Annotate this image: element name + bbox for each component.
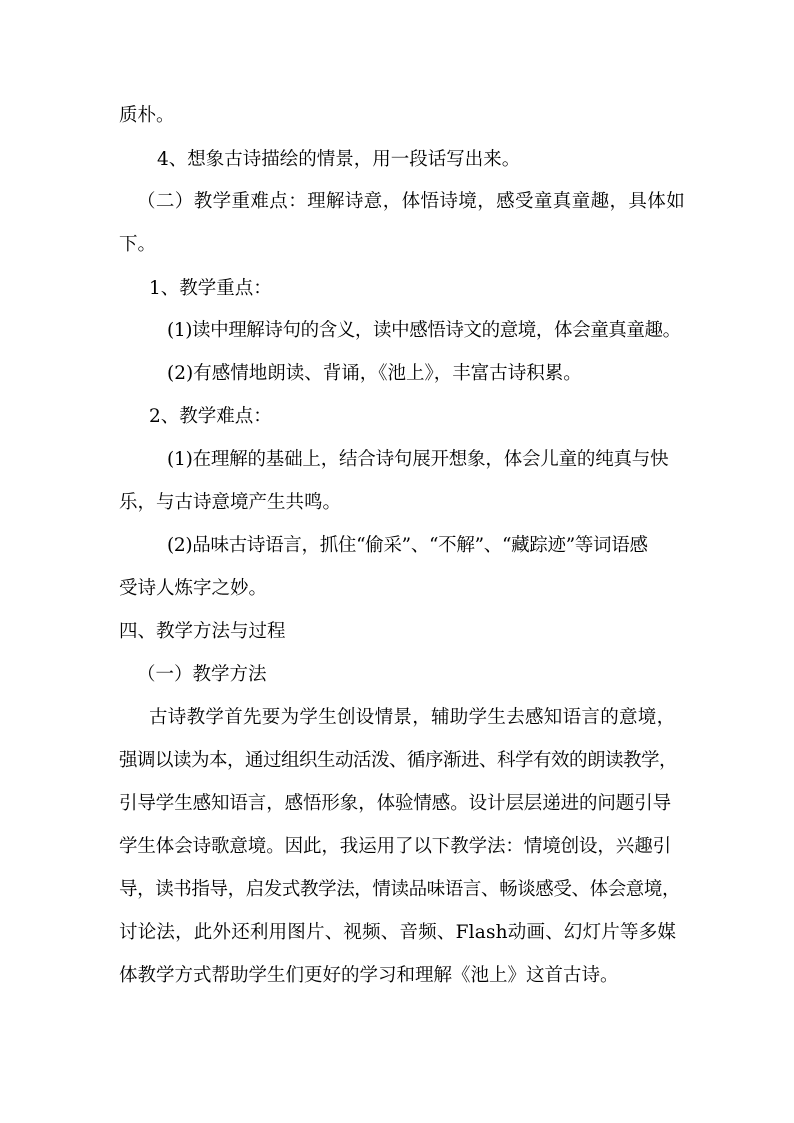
text-line: (2)品味古诗语言，抓住“偷采”、“不解”、“藏踪迹”等词语感 — [167, 535, 648, 556]
text-line: 讨论法，此外还利用图片、视频、音频、Flash动画、幻灯片等多媒 — [119, 922, 677, 943]
text-line: 导，读书指导，启发式教学法，情读品味语言、畅谈感受、体会意境， — [119, 879, 681, 900]
text-line: 2、教学难点： — [149, 406, 272, 427]
text-line: 4、想象古诗描绘的情景，用一段话写出来。 — [157, 149, 521, 170]
text-line: 强调以读为本，通过组织生动活泼、循序渐进、科学有效的朗读教学， — [119, 750, 678, 771]
text-line: 古诗教学首先要为学生创设情景，辅助学生去感知语言的意境， — [149, 707, 676, 728]
text-line: 乐，与古诗意境产生共鸣。 — [119, 492, 342, 513]
text-line: (1)在理解的基础上，结合诗句展开想象，体会儿童的纯真与快 — [167, 449, 669, 470]
text-line: 下。 — [119, 234, 157, 255]
text-line: 1、教学重点： — [149, 278, 272, 299]
text-line: 体教学方式帮助学生们更好的学习和理解《池上》这首古诗。 — [119, 965, 619, 986]
text-line: (1)读中理解诗句的含义，读中感悟诗文的意境，体会童真童趣。 — [167, 320, 681, 341]
text-line: (2)有感情地朗读、背诵，《池上》，丰富古诗积累。 — [167, 363, 582, 384]
text-line: （二）教学重难点：理解诗意，体悟诗境，感受童真童趣，具体如 — [137, 191, 686, 212]
subsection-heading: （一）教学方法 — [137, 664, 267, 685]
text-line: 受诗人炼字之妙。 — [119, 578, 268, 599]
text-line: 学生体会诗歌意境。因此，我运用了以下教学法：情境创设，兴趣引 — [119, 836, 672, 857]
text-line: 引导学生感知语言，感悟形象，体验情感。设计层层递进的问题引导 — [119, 793, 672, 814]
text-line: 质朴。 — [119, 105, 175, 126]
section-heading: 四、教学方法与过程 — [119, 621, 286, 642]
